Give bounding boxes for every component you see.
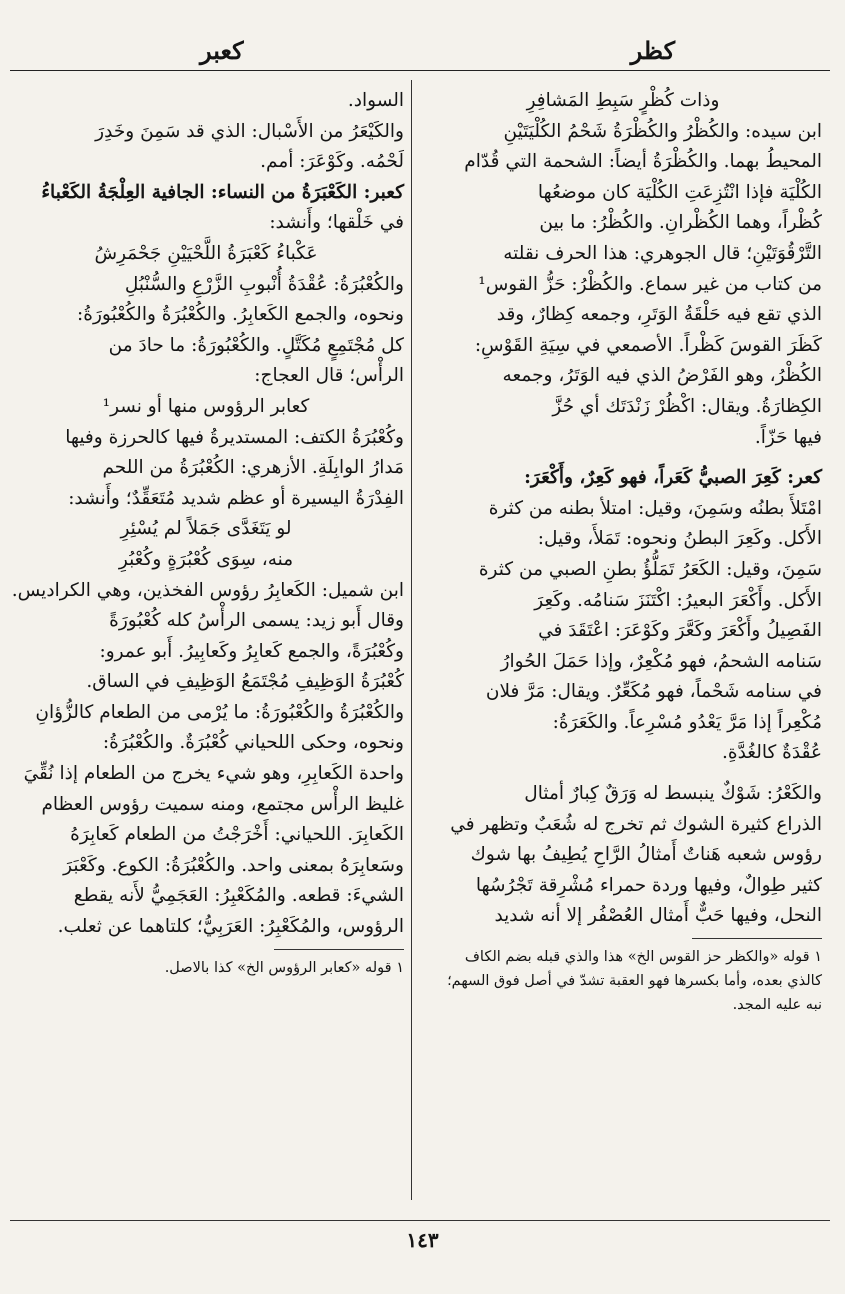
- text-line: الكَعابِرَ. اللحياني: أَخْرَجْتُ من الطعام كَعابِرَهُ: [70, 824, 404, 846]
- text-line: النحل، وفيها حَبٌّ أَمثال العُصْفُر إلا أنه شديد: [494, 905, 822, 927]
- header-root-right: كظر: [630, 36, 675, 65]
- footnote-rule: [692, 938, 822, 939]
- text-line: سَنامه الشحمُ، فهو مُكْعِرٌ، وإذا حَمَلَ الحُوارُ: [500, 650, 822, 672]
- footnote-line: كالذي بعده، وأما بكسرها فهو العقبة تشدّ في أصل فوق السهم؛: [447, 973, 822, 990]
- footnote-rule: [274, 949, 404, 950]
- text-line: الأَكل. وكَعِرَ البطنُ ونحوه: تَمَلأَ، وقيل:: [537, 528, 822, 550]
- text-line: كَظَرَ القوسَ كَظْراً. الأصمعي في سِيَةِ القَوْسِ:: [474, 334, 822, 356]
- verse-line: منه، سِوَى كُعْبُرَةٍ وكُعْبُرِ: [118, 548, 294, 570]
- text-line: في خَلْقها؛ وأَنشد:: [269, 212, 404, 234]
- text-line: ونحوه، وحكى اللحياني كُعْبُرَةٌ. والكُعْبُرَةُ:: [102, 732, 404, 754]
- text-line: عُقْدَةٌ كالغُدَّةِ.: [722, 742, 822, 764]
- text-line: كثير طِوالٌ، وفيها وردة حمراء مُشْرِقة تَجْرُسُها: [475, 874, 822, 896]
- header-root-left: كعبر: [200, 36, 244, 65]
- text-line: ابن سيده: والكُظْرُ والكُظْرَةُ شَحْمُ الكُلْيَتَيْنِ: [503, 120, 822, 142]
- text-line: كُظْراً، وهما الكُظْرانِ. والكُظْرُ: ما بين: [539, 212, 822, 234]
- text-line: من كتاب من غير سماع. والكُظْرُ: حَزُّ القوس¹: [478, 273, 822, 295]
- text-line: الشيءَ: قطعه. والمُكَعْبِرُ: العَجَمِيُّ لأَنه يقطع: [73, 885, 404, 907]
- header-rule: [10, 70, 830, 71]
- text-line: سَمِنَ، وقيل: الكَعَرُ تَمَلُّؤُ بطنِ الصبي من كثرة: [478, 558, 822, 580]
- text-line: فيها حَزّاً.: [754, 426, 822, 448]
- text-line: الكُظْرُ، وهو الفَرْضُ الذي فيه الوَتَرُ، وجمعه: [502, 365, 822, 387]
- text-line: واحدة الكَعابِرِ، وهو شيء يخرج من الطعام إذا نُقِّيَ: [23, 763, 404, 785]
- left-column: [8, 86, 404, 980]
- page-number: ١٤٣: [406, 1228, 439, 1252]
- text-line: الرؤوس، والمُكَعْبِرُ: العَرَبِيُّ؛ كلتاهما عن ثعلب.: [57, 916, 404, 938]
- column-divider: [411, 80, 412, 1200]
- text-line: الأَكل. وأَكْعَرَ البعيرُ: اكْتَنَزَ سَنامُه. وكَعِرَ: [534, 589, 822, 611]
- verse-line: عَكْباءُ كَعْبَرَةُ اللَّحْيَيْنِ جَحْمَرِشُ: [94, 242, 318, 264]
- text-line: ابن شميل: الكَعابِرُ رؤوس الفخذين، وهي الكراديس.: [11, 579, 404, 601]
- entry-kaar-line: كعر: كَعِرَ الصبيُّ كَعَراً، فهو كَعِرٌ، وأَكْعَرَ:: [524, 467, 822, 489]
- right-column: [424, 86, 822, 1017]
- text-line: الفَصِيلُ وأَكْعَرَ وكَعَّرَ وكَوْعَرَ: اعْتَقَدَ في: [538, 620, 822, 642]
- text-line: كل مُجْتَمِعٍ مُكَتَّلٍ. والكُعْبُورَةُ: ما حادَ من: [108, 334, 404, 356]
- entry-kabar-line: كعبر: الكَعْبَرَةُ من النساء: الجافية العِلْجَةُ الكَعْباءُ: [41, 181, 404, 203]
- text-line: وقال أَبو زيد: يسمى الرأْسُ كله كُعْبُورَةً: [109, 610, 404, 632]
- text-line: والكَيْعَرُ من الأَسْبال: الذي قد سَمِنَ وخَدِرَ: [95, 120, 404, 142]
- footer-rule: [10, 1220, 830, 1221]
- text-line: والكُعْبُرَةُ والكُعْبُورَةُ: ما يُرْمى من الطعام كالزُّؤانِ: [35, 701, 404, 723]
- text-line: الكِظارَةُ. ويقال: اكْظُرْ زَنْدَتَك أي حُزَّ: [552, 395, 822, 417]
- text-line: غليظ الرأْس مجتمع، ومنه سميت رؤوس العظام: [41, 793, 404, 815]
- text-line: والكُعْبُرَةُ: عُقْدَةُ أُنْبوبِ الزَّرْعِ والسُّنْبُلِ: [124, 273, 404, 295]
- verse-line: لو يَتَغَدَّى جَمَلاً لم يُسْئِرِ: [120, 518, 292, 540]
- footnote-line: ١ قوله «والكظر حز القوس الخ» هذا والذي قبله بضم الكاف: [464, 949, 822, 966]
- text-line: وسَعابِرَهُ بمعنى واحد. والكُعْبُرَةُ: الكوع. وكَعْبَرَ: [63, 854, 404, 876]
- footnote-line: ١ قوله «كعابر الرؤوس الخ» كذا بالاصل.: [164, 959, 404, 976]
- text-line: كُعْبُرَةُ الوَظِيفِ مُجْتَمَعُ الوَظِيفِ في الساق.: [86, 671, 404, 693]
- text-line: الرأْس؛ قال العجاج:: [254, 365, 404, 387]
- footnote-line: نبه عليه المجد.: [732, 997, 822, 1014]
- text-line: وكُعْبُرَةُ الكتف: المستديرةُ فيها كالحرزة وفيها: [65, 426, 404, 448]
- text-line: مُكْعِراً إذا مَرَّ يَعْدُو مُسْرِعاً. والكَعَرَةُ:: [552, 711, 822, 733]
- entry-gap: [424, 453, 822, 463]
- paragraph-gap: [424, 769, 822, 779]
- text-line: المحيطُ بهما. والكُظْرَةُ أيضاً: الشحمة التي قُدّام: [464, 151, 822, 173]
- text-line: والكَعْرُ: شَوْكٌ ينبسط له وَرَقٌ كِبارٌ أمثال: [524, 783, 822, 805]
- text-line: التَّرْقُوَتَيْنِ؛ قال الجوهري: هذا الحرف نقلته: [503, 242, 822, 264]
- text-line: ونحوه، والجمع الكَعابِرُ. والكُعْبُرَةُ والكُعْبُورَةُ:: [77, 304, 404, 326]
- text-line: الفِدْرَةُ اليسيرة أو عظم شديد مُتَعَقِّدٌ؛ وأَنشد:: [68, 487, 404, 509]
- text-line: الذي تقع فيه حَلْقَةُ الوَتَرِ، وجمعه كِظارٌ، وقد: [496, 304, 822, 326]
- verse-line: وذات كُظْرٍ سَبِطِ المَشافِرِ: [526, 90, 720, 111]
- text-line: امْتَلأَ بطنُه وسَمِنَ، وقيل: امتلأ بطنه من كثرة: [488, 497, 822, 519]
- text-line: السواد.: [347, 90, 404, 111]
- text-line: رؤوس شعبه هَناتٌ أَمثالُ الرَّاحِ يُطِيفُ بها شوك: [470, 844, 822, 866]
- text-line: وكُعْبُرَةً، والجمع كَعابِرُ وكَعابِيرُ. أَبو عمرو:: [99, 640, 404, 662]
- text-line: الكُلْيَة فإذا انْتُزِعَتِ الكُلْيَة كان موضعُها: [537, 181, 822, 203]
- text-line: في سنامه شَحْماً، فهو مُكَعِّرٌ. ويقال: مَرَّ فلان: [485, 681, 822, 703]
- verse-line: كعابر الرؤوس منها أو نسر¹: [102, 395, 310, 417]
- text-line: مَدارُ الوابِلَةِ. الأزهري: الكُعْبُرَةُ من اللحم: [102, 457, 404, 479]
- text-line: لَحْمُه. وكَوْعَرَ: أمم.: [260, 151, 404, 173]
- text-line: الذراع كثيرة الشوك ثم تخرج له شُعَبٌ وتظهر في: [450, 813, 822, 835]
